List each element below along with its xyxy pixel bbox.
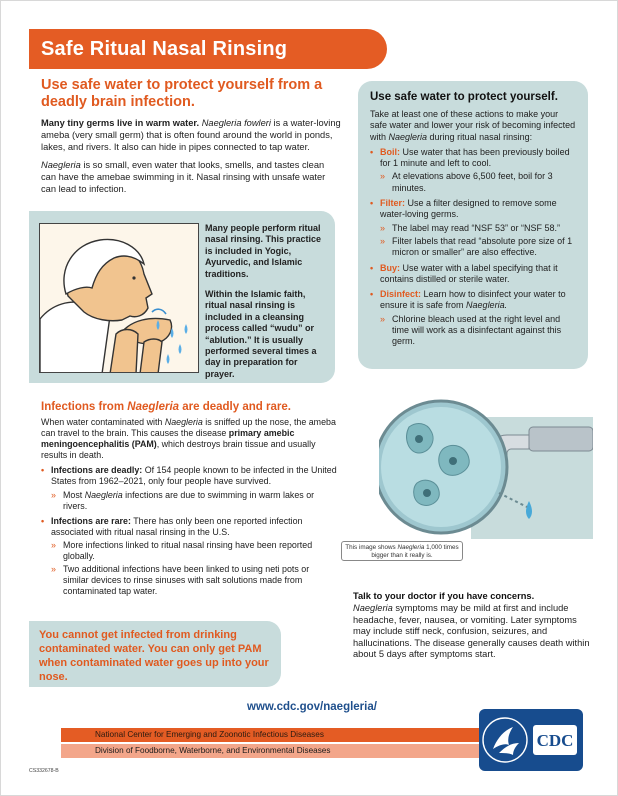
- infections-heading-b: are deadly and rare.: [179, 401, 291, 413]
- ritual-panel: [29, 211, 335, 383]
- page-title: Safe Ritual Nasal Rinsing: [41, 38, 288, 60]
- deadly-sub-b: infections are due to swimming in warm lakes or rivers.: [63, 489, 315, 511]
- footer-band-division: [61, 744, 499, 758]
- ritual-paragraph-2: Within the Islamic faith, ritual nasal rinsing is included in a cleansing process called “wudu” or “ablution.” It is usually performed several times a day in preparation for prayer.: [205, 289, 317, 379]
- infections-heading-a: Infections from: [41, 401, 128, 413]
- buy-text: Use water with a label specifying that it contains distilled or sterile water.: [380, 262, 558, 284]
- protect-panel: [358, 81, 588, 369]
- inf-disease-name: primary amebic meningoencephalitis (PAM): [41, 428, 295, 450]
- infections-paragraph: [41, 417, 337, 461]
- buy-item: [370, 263, 576, 286]
- protect-intro-a: Take at least one of these actions to make your safe water and lower your risk of becoming infected with: [370, 109, 576, 142]
- doctor-heading: Talk to your doctor if you have concerns.: [353, 591, 535, 601]
- title-banner: [29, 29, 387, 69]
- filter-label: Filter:: [380, 198, 406, 209]
- inf-text-a: When water contaminated with: [41, 417, 165, 427]
- protect-intro: [370, 109, 576, 143]
- rare-item: [41, 516, 337, 538]
- doctor-section: [353, 591, 593, 661]
- intro-bold: Many tiny germs live in warm water.: [41, 118, 200, 128]
- caption-b: 1,000 times bigger than it really is.: [371, 544, 459, 559]
- intro-paragraph-2: [41, 159, 341, 195]
- protect-intro-genus: Naegleria: [388, 131, 428, 142]
- ritual-text: [205, 223, 329, 389]
- ritual-rinsing-illustration: [39, 223, 199, 373]
- person-rinsing-icon: [40, 224, 199, 373]
- rare-subitem-1: » More infections linked to ritual nasal rinsing have been reported globally.: [41, 540, 337, 562]
- infections-heading-genus: Naegleria: [127, 401, 180, 413]
- disinfect-genus: Naegleria.: [466, 300, 508, 311]
- inf-text-c: , which destroys brain tissue and usually results in death.: [41, 439, 316, 461]
- intro-text-1: is a water-loving ameba (very small germ) that is often found around the world in ponds, lakes, and rivers. It also can hide in pipes connected to tap water.: [41, 118, 341, 152]
- deadly-text: Of 154 people known to be infected in the United States from 1962–2021, only four people have survived.: [51, 465, 337, 487]
- infections-heading: [41, 401, 341, 413]
- intro-genus: Naegleria: [41, 160, 81, 170]
- cdc-logo-text: CDC: [536, 731, 574, 750]
- footer-band-center: [61, 728, 499, 742]
- deadly-item: [41, 465, 337, 487]
- footer-division-name: Division of Foodborne, Waterborne, and Environmental Diseases: [95, 746, 331, 755]
- doctor-genus: Naegleria: [353, 603, 393, 613]
- deadly-sub-a: Most: [63, 489, 85, 500]
- intro-paragraph-1: [41, 117, 341, 153]
- boil-subitem: » At elevations above 6,500 feet, boil for 3 minutes.: [370, 171, 576, 194]
- buy-label: Buy:: [380, 262, 400, 273]
- doctor-text: symptoms may be mild at first and include headache, fever, nausea, or vomiting. Later symptoms may include stiff neck, confusion, seizures, and hallucinations. The disease generally causes death within about 5 days after symptoms start.: [353, 603, 590, 660]
- inf-genus: Naegleria: [164, 417, 203, 427]
- filter-subitem-1: » The label may read “NSF 53” or “NSF 58.”: [370, 223, 576, 234]
- caption-a: This image shows: [345, 544, 398, 551]
- disinfect-subitem: » Chlorine bleach used at the right level and time will work as a disinfectant against this germ.: [370, 314, 576, 348]
- intro-text-2: is so small, even water that looks, smells, and tastes clean can have the amebae swimming in it. Nasal rinsing with unsafe water can lead to infection.: [41, 160, 326, 194]
- protect-heading: Use safe water to protect yourself.: [370, 91, 558, 103]
- ritual-paragraph-1: Many people perform ritual nasal rinsing. This practice is included in Yogic, Ayurvedic, and Islamic traditions.: [205, 223, 322, 279]
- rare-subitem-2: » Two additional infections have been linked to using neti pots or similar devices to rinse sinuses with salt solutions made from contaminated tap water.: [41, 564, 337, 597]
- infections-body: [41, 417, 337, 597]
- document-code: CS332678-B: [29, 768, 59, 774]
- cdc-logo: [479, 709, 583, 771]
- intro-species: Naegleria fowleri: [201, 118, 271, 128]
- cdc-url-link[interactable]: www.cdc.gov/naegleria/: [247, 701, 377, 713]
- disinfect-label: Disinfect:: [380, 289, 422, 300]
- image-caption: [341, 541, 463, 561]
- magnifier-ameba-icon: [379, 397, 593, 539]
- footer-center-name: National Center for Emerging and Zoonotic Infectious Diseases: [95, 730, 324, 739]
- deadly-label: Infections are deadly:: [51, 465, 143, 476]
- boil-item: [370, 147, 576, 170]
- filter-item: [370, 198, 576, 221]
- filter-text: Use a filter designed to remove some water-loving germs.: [380, 198, 557, 220]
- filter-subitem-2: » Filter labels that read “absolute pore size of 1 micron or smaller” are also effective.: [370, 236, 576, 259]
- caption-genus: Naegleria: [397, 544, 425, 551]
- callout-box: You cannot get infected from drinking contaminated water. You can only get PAM when contaminated water goes up into your nose.: [29, 621, 281, 687]
- doctor-paragraph: [353, 603, 593, 661]
- deadly-subitem: [41, 490, 337, 512]
- ameba-faucet-image: [379, 397, 593, 539]
- protect-intro-b: during ritual nasal rinsing:: [427, 131, 533, 142]
- deadly-sub-genus: Naegleria: [84, 489, 123, 500]
- disinfect-text: Learn how to disinfect your water to ensure it is safe from: [380, 289, 566, 311]
- boil-text: Use water that has been previously boiled for 1 minute and left to cool.: [380, 146, 570, 169]
- inf-text-b: is sniffed up the nose, the ameba can travel to the brain. This causes the disease: [41, 417, 336, 439]
- hhs-eagle-icon: [479, 709, 583, 771]
- rare-text: There has only been one reported infection associated with ritual nasal rinsing in the U.S.: [51, 515, 303, 537]
- lead-heading: Use safe water to protect yourself from a deadly brain infection.: [41, 77, 323, 110]
- rare-label: Infections are rare:: [51, 515, 131, 526]
- boil-label: Boil:: [380, 146, 400, 157]
- disinfect-item: [370, 289, 576, 312]
